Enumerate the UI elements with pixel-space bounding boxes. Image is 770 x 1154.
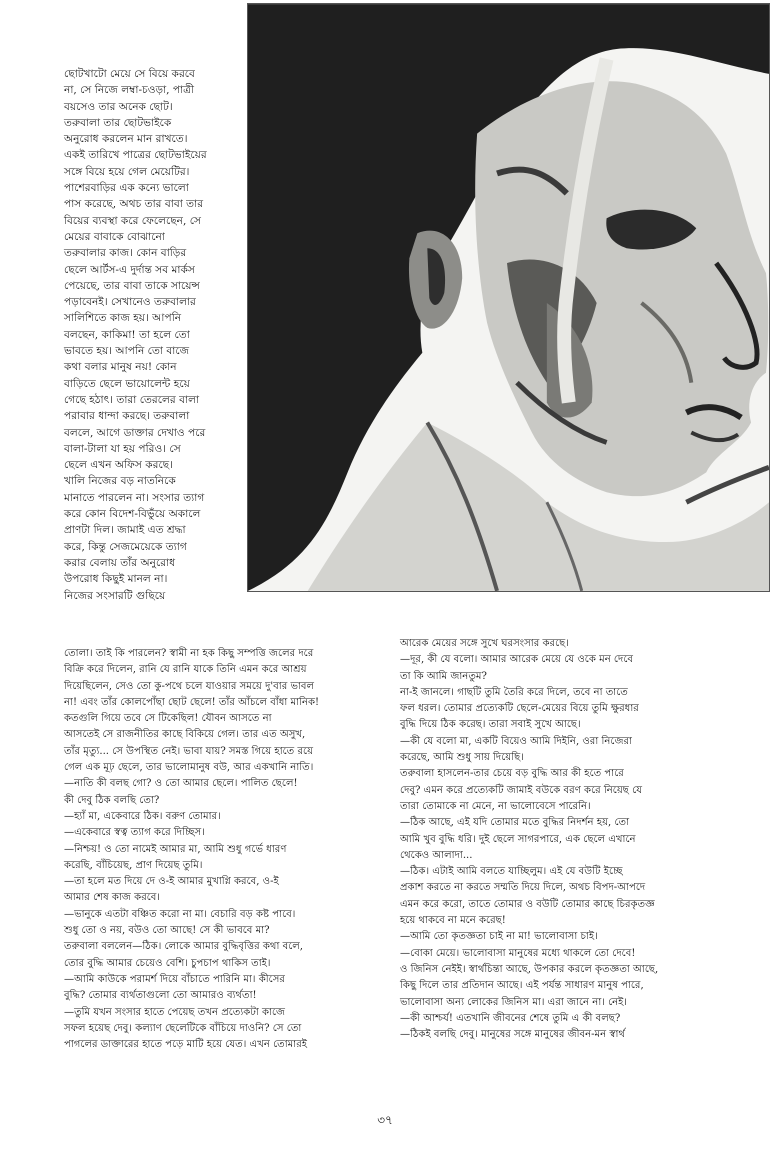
text-line: খালি নিজের বড় নাতনিকে: [64, 475, 176, 488]
text-column-top: [64, 66, 248, 604]
text-line: ভাবতে হয়। আপনি তো বাজে: [64, 345, 190, 358]
text-line: —কী আশ্চর্য! এতখানি জীবনের শেষে তুমি এ কী বলছ?: [400, 1012, 621, 1024]
text-line: ও জিনিস নেইই। স্বার্থচিন্তা আছে, উপকার করলে কৃতজ্ঞতা আছে,: [400, 963, 659, 975]
text-line: করেছি, বাঁচিয়েছ, প্রাণ দিয়েছ তুমি।: [64, 859, 203, 871]
text-line: —নাতি কী বলছ গো? ও তো আমার ছেলে। পালিত ছেলে!: [64, 778, 298, 790]
text-line: না! এবং তাঁর কোলপোঁছা ছোট ছেলে! তাঁর আঁচলে বাঁধা মানিক!: [64, 696, 320, 708]
text-line: তরুবালা বললেন—ঠিক। লোকে আমার বুদ্ধিবৃত্তির কথা বলে,: [64, 941, 303, 953]
text-line: তরুবালা তার ছোটভাইকে: [64, 116, 172, 129]
text-line: —আমি তো কৃতজ্ঞতা চাই না মা! ভালোবাসা চাই।: [400, 931, 598, 943]
text-line: —ভানুকে এতটা বঞ্চিত করো না মা। বেচারি বড় কষ্ট পাবে।: [64, 908, 296, 920]
portrait-illustration: [247, 3, 770, 592]
text-line: আমার শেষ কাজ করবে।: [64, 892, 161, 904]
text-line: তারা তোমাকে না মেনে, না ভালোবেসে পারেনি।: [400, 800, 591, 812]
text-line: —আমি কাউকে পরামর্শ দিয়ে বাঁচাতে পারিনি মা। কীসের: [64, 973, 285, 985]
text-line: বিয়ের ব্যবস্থা করে ফেলেছেন, সে: [64, 214, 202, 227]
text-line: আমি খুব বুদ্ধি ধরি। দুই ছেলে সাগরপারে, এক ছেলে এখানে: [400, 833, 636, 845]
text-line: তা কি আমি জানতুম?: [400, 670, 487, 682]
text-line: বিক্রি করে দিলেন, রানি যে রানি যাকে তিনি এমন করে আশ্রয়: [64, 664, 307, 676]
text-line: নিজের সংসারটি গুছিয়ে: [64, 589, 166, 602]
text-line: আরেক মেয়ের সঙ্গে সুখে ঘরসংসার করছে।: [400, 638, 569, 649]
text-line: —ঠিক। এটাই আমি বলতে যাচ্ছিলুম। এই যে বউটি ইচ্ছে: [400, 866, 623, 878]
text-line: এমন করে করো, তাতে তোমার ও বউটি তোমার কাছে চিরকৃতজ্ঞ: [400, 898, 655, 910]
text-line: তোর বুদ্ধি আমার চেয়েও বেশি। চুপচাপ থাকিস তাই।: [64, 957, 271, 969]
text-line: ফল ধরল। তোমার প্রত্যেকটি ছেলে-মেয়ের বিয়ে তুমি ক্ষুরধার: [400, 703, 639, 715]
text-line: —ঠিকই বলছি দেবু। মানুষের সঙ্গে মানুষের জীবন-মন স্বার্থ: [400, 1029, 626, 1041]
text-line: বয়সেও তার অনেক ছোট।: [64, 100, 173, 113]
text-line: না, সে নিজে লম্বা-চওড়া, পাত্রী: [64, 84, 194, 97]
text-line: মানাতে পারলেন না। সংসার ত্যাগ: [64, 491, 205, 504]
text-line: দিয়েছিলেন, সেও তো কু-পথে চলে যাওয়ার সময়ে দু'বার ভাবল: [64, 680, 315, 692]
text-line: গেছে হঠাৎ। তারা তেরলের বালা: [64, 393, 200, 406]
text-line: ছেলে এখন অফিস করছে।: [64, 459, 173, 472]
text-line: দেবু? এমন করে প্রত্যেকটি জামাই বউকে বরণ করে নিয়েছ যে: [400, 784, 643, 796]
text-line: অনুরোধ করলেন মান রাখতে।: [64, 133, 188, 146]
text-line: উপরোধ কিছুই মানল না।: [64, 573, 168, 586]
text-line: কিছু দিলে তার প্রতিদান আছে। এই পর্যন্ত সাধারণ মানুষ পারে,: [400, 980, 644, 992]
page-number: ৩৭: [377, 1113, 393, 1127]
text-line: —তুমি যখন সংসার হাতে পেয়েছ তখন প্রত্যেকটা কাজে: [64, 1006, 286, 1018]
text-line: গেল এক মূঢ় ছেলে, তার ভালোমানুষ বউ, আর একখানি নাতি।: [64, 762, 314, 774]
text-line: —তা হলে মত দিয়ে দে ও-ই আমার মুখাগ্নি করবে, ও-ই: [64, 876, 279, 888]
text-line: —দূর, কী যে বলো। আমার আরেক মেয়ে যে ওকে মন দেবে: [400, 654, 633, 666]
portrait-drawing: [248, 4, 769, 591]
text-line: পাগলের ডাক্তারের হাতে পড়ে মাটি হয়ে যেত। এখন তোমারই: [64, 1039, 307, 1051]
text-line: পড়াবেনই। সেখানেও তরুবালার: [64, 296, 196, 309]
text-line: ছেলে আর্টস-এ দুর্দান্ত সব মার্কস: [64, 263, 195, 276]
text-line: শুধু তো ও নয়, বউও তো আছে! সে কী ভাববে মা?: [64, 925, 270, 937]
text-line: পাশেরবাড়ির এক কন্যে ভালো: [64, 182, 189, 195]
text-line: সঙ্গে বিয়ে হয়ে গেল মেয়েটির।: [64, 165, 190, 178]
text-line: করে, কিন্তু সেজমেয়েকে ত্যাগ: [64, 540, 187, 553]
text-line: —কী যে বলো মা, একটি বিয়েও আমি দিইনি, ওরা নিজেরা: [400, 735, 632, 747]
text-line: পাস করেছে, অথচ তার বাবা তার: [64, 198, 204, 211]
text-line: তোলা। তাই কি পারলেন? স্বামী না হক কিছু সম্পত্তি জলের দরে: [64, 648, 314, 659]
text-line: —একেবারে স্বত্ব ত্যাগ করে দিচ্ছিস।: [64, 827, 205, 839]
text-line: ছোটখাটো মেয়ে সে বিয়ে করবে: [64, 68, 195, 80]
text-line: তাঁর মৃত্যু... সে উপস্থিত নেই। ভাবা যায়? সমস্ত গিয়ে হাতে রয়ে: [64, 745, 314, 757]
text-column-left: [64, 646, 388, 1053]
text-line: —ঠিক আছে, এই যদি তোমার মতে বুদ্ধির নিদর্শন হয়, তো: [400, 817, 630, 829]
text-line: প্রকাশ করতে না করতে সম্মতি দিয়ে দিলে, অথচ বিপদ-আপদে: [400, 882, 646, 894]
text-line: থেকেও আলাদা...: [400, 849, 473, 861]
text-line: সফল হয়েছ দেবু। কল্যাণ ছেলেটিকে বাঁচিয়ে দাওনি? সে তো: [64, 1022, 302, 1034]
text-line: বুদ্ধি? তোমার ব্যর্থতাগুলো তো আমারও ব্যর্থতা!: [64, 990, 257, 1002]
text-line: তরুবালা হাসলেন-তার চেয়ে বড় বুদ্ধি আর কী হতে পারে: [400, 768, 624, 780]
text-line: কথা বলার মানুষ নয়! কোন: [64, 361, 177, 374]
text-line: বাড়িতে ছেলে ভায়োলেন্ট হয়ে: [64, 377, 190, 390]
text-line: —হ্যাঁ মা, একেবারে ঠিক। বরুণ তোমার।: [64, 810, 221, 822]
text-line: —বোকা মেয়ে। ভালোবাসা মানুষের মধ্যে থাকলে তো দেবে!: [400, 947, 636, 959]
text-line: বালা-টালা যা হয় পরিও। সে: [64, 442, 181, 455]
text-line: প্রাণটা দিল। জামাই এত শ্রদ্ধা: [64, 524, 186, 537]
text-line: হয়ে থাকবে না মনে করেছ!: [400, 915, 506, 927]
text-line: মেয়ের বাবাকে বোঝানো: [64, 230, 165, 243]
text-line: —নিশ্চয়! ও তো নামেই আমার মা, আমি শুধু গর্ভে ধারণ: [64, 843, 287, 855]
text-line: করে কোন বিদেশ-বিভুঁয়ে অকালে: [64, 508, 201, 521]
text-line: একই তারিখে পাত্রের ছোটভাইয়ের: [64, 149, 207, 162]
text-line: বললে, আগে ডাক্তার দেখাও পরে: [64, 426, 206, 439]
text-line: না-ই জানলে। গাছটি তুমি তৈরি করে দিলে, তবে না তাতে: [400, 686, 628, 698]
text-line: ভালোবাসা অন্য লোকের জিনিস মা। এরা জানে না। নেই।: [400, 996, 628, 1008]
text-line: বলছেন, কাকিমা! তা হলে তো: [64, 328, 190, 341]
text-line: করেছে, আমি শুধু সায় দিয়েছি।: [400, 752, 524, 764]
text-line: কতগুলি গিয়ে তবে সে টিকেছিল! যৌবন আসতে না: [64, 713, 272, 725]
text-line: কী দেবু ঠিক বলছি তো?: [64, 794, 160, 806]
text-line: তরুবালার কাজ। কোন বাড়ির: [64, 247, 187, 260]
text-line: সালিশিতে কাজ হয়। আপনি: [64, 312, 182, 325]
text-column-right: [400, 636, 730, 1043]
text-line: করার বেলায় তাঁর অনুরোধ: [64, 556, 176, 569]
text-line: পরাবার ধান্দা করছে। তরুবালা: [64, 410, 190, 423]
text-line: পেয়েছে, তার বাবা তাকে সায়েন্স: [64, 279, 200, 292]
text-line: বুদ্ধি দিয়ে ঠিক করেছ। তারা সবাই সুখে আছে।: [400, 719, 581, 731]
text-line: আসতেই সে রাজনীতির কাছে বিকিয়ে গেল। তার এত অসুখ,: [64, 729, 306, 741]
